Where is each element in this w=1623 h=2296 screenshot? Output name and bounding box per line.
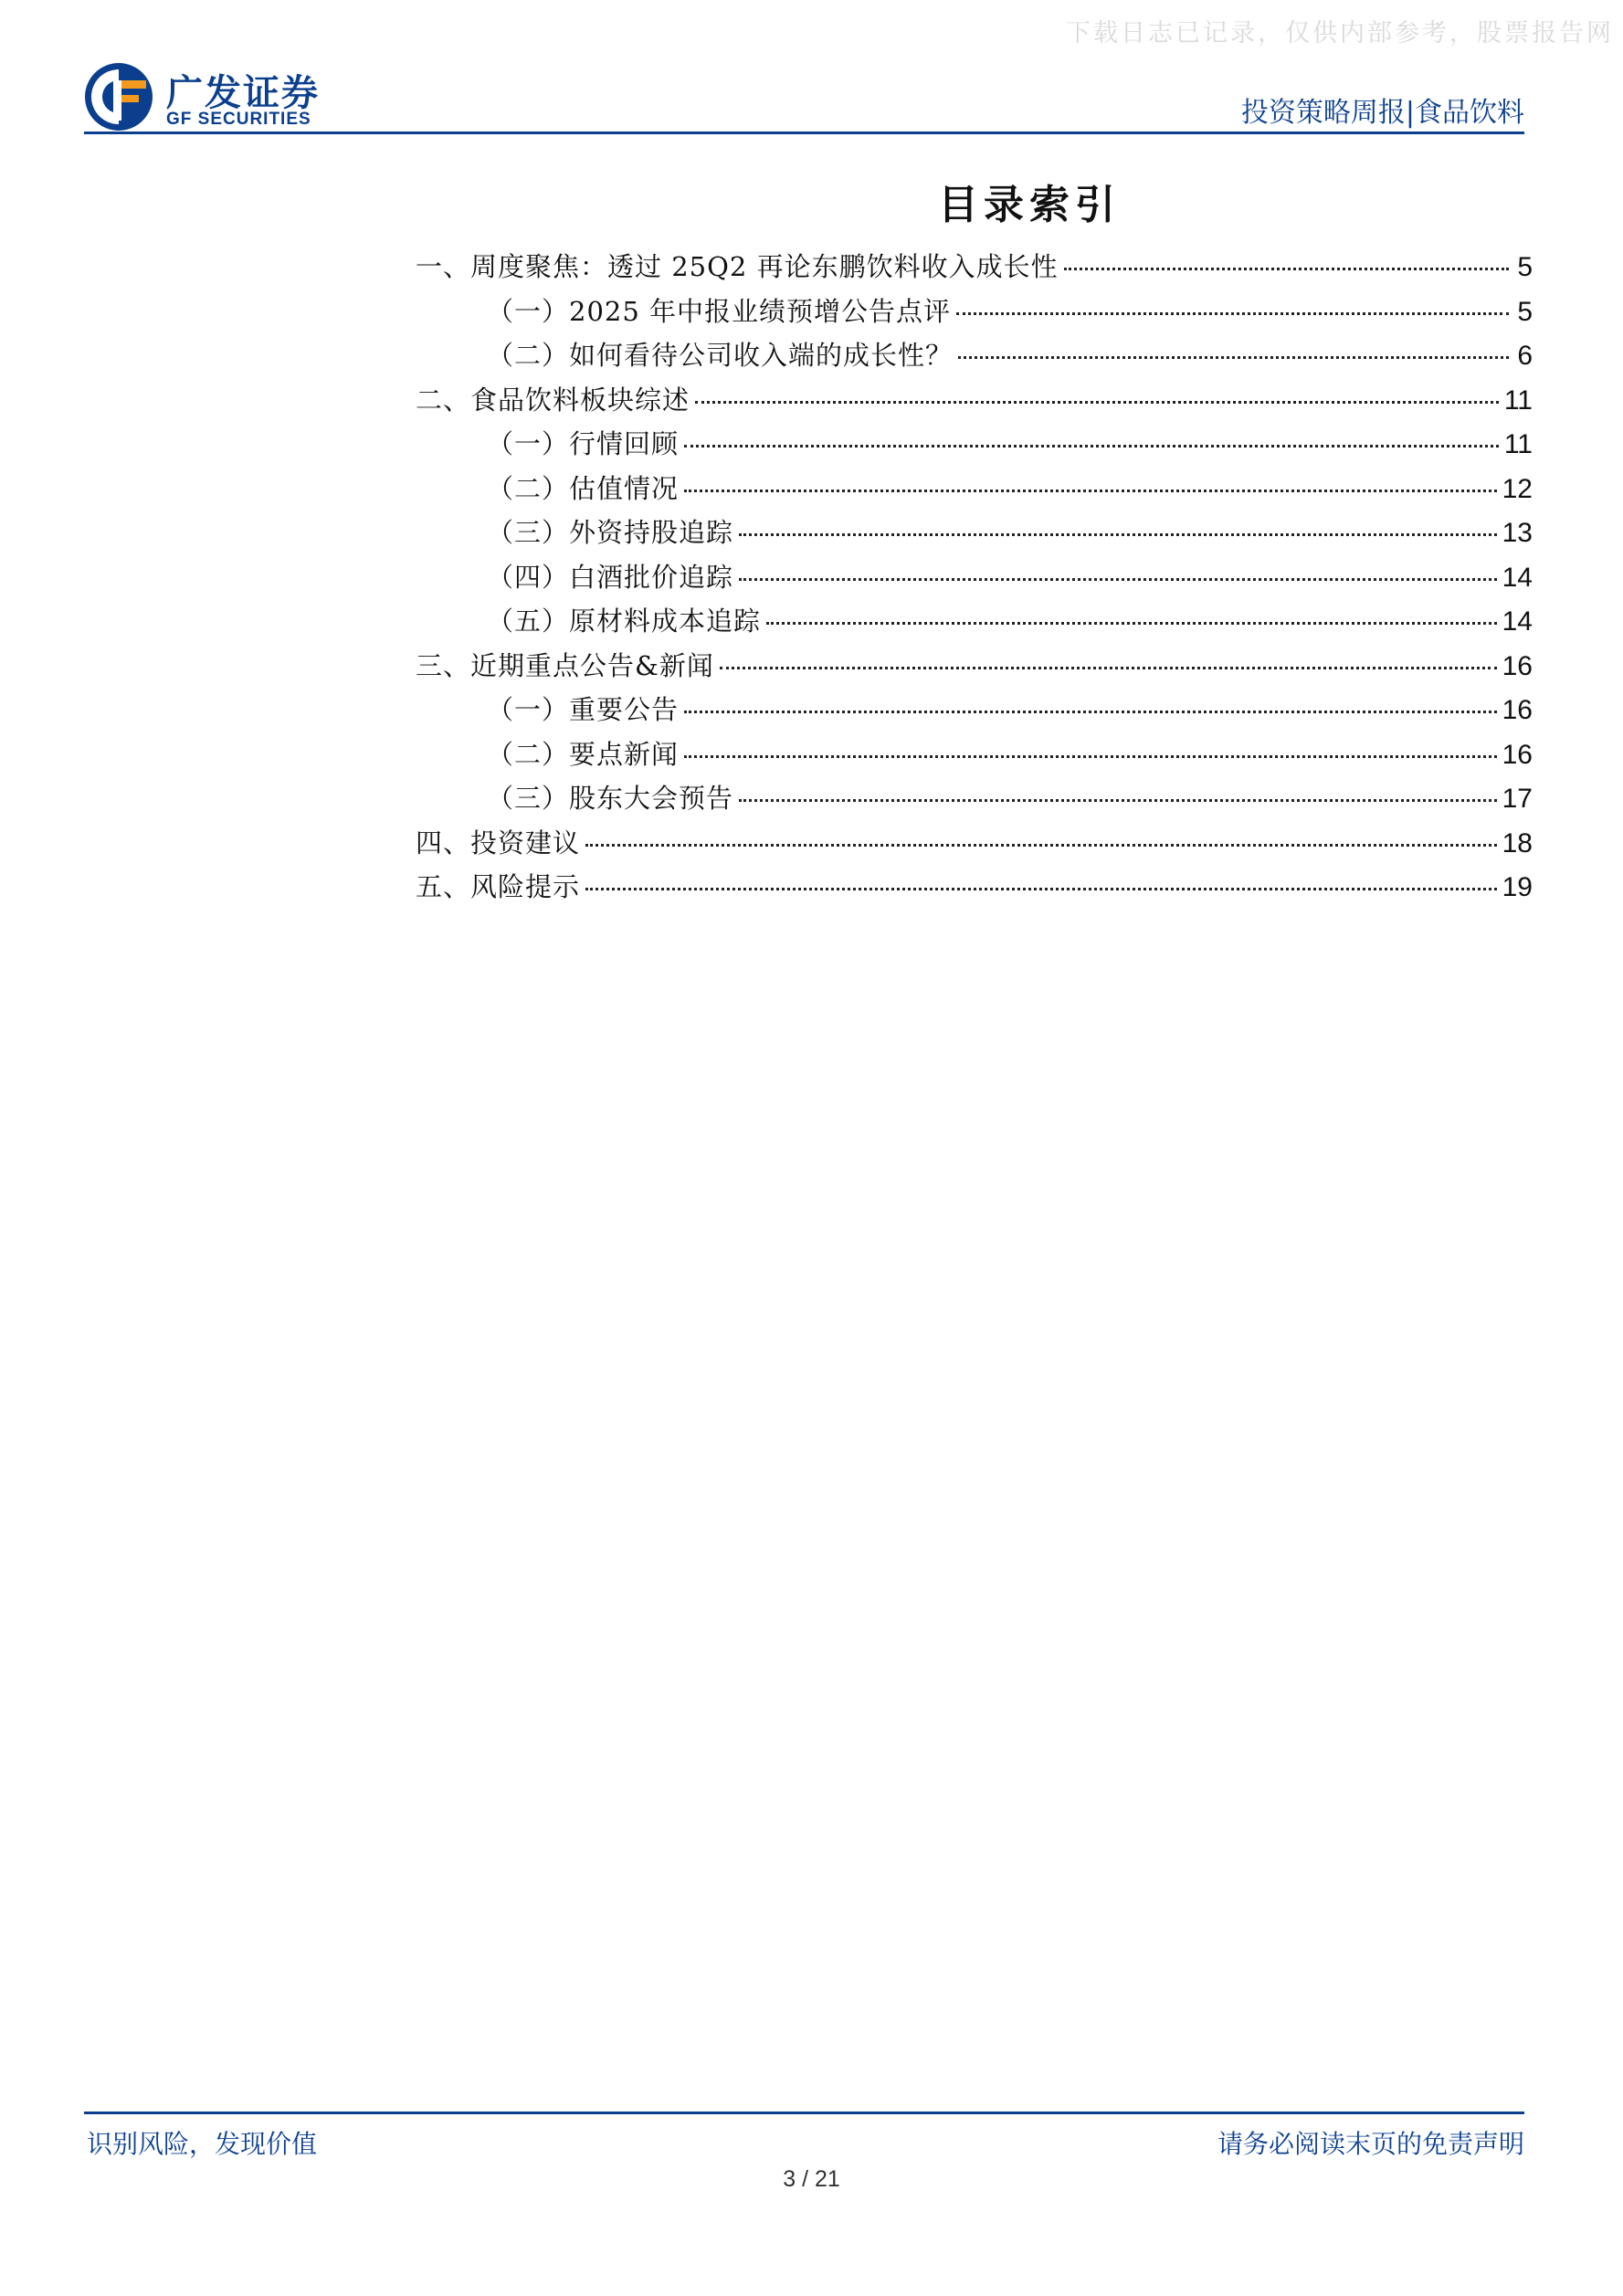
toc-dot-leader [585,888,1497,890]
toc-entry-page: 17 [1502,784,1533,814]
toc-entry-page: 14 [1502,562,1533,593]
toc-entry-text: （一）重要公告 [487,694,680,725]
toc-entry-page: 5 [1517,252,1533,282]
toc-entry-page: 14 [1502,606,1533,637]
toc-entry-text: 三、近期重点公告&新闻 [416,649,714,681]
toc-dot-leader [739,578,1497,581]
toc-entry-text: （四）白酒批价追踪 [487,561,734,593]
toc-entry-text: （二）如何看待公司收入端的成长性？ [487,340,954,371]
gf-logo-icon [82,60,155,133]
toc-entry-text: 五、风险提示 [416,871,581,902]
toc-dot-leader [739,533,1497,536]
toc-entry[interactable] [416,512,1533,557]
toc-entry[interactable] [416,291,1533,336]
toc-entry-text: 四、投资建议 [416,827,581,858]
header-divider [84,132,1524,134]
toc-entry-text: （三）外资持股追踪 [487,517,734,548]
toc-dot-leader [958,356,1509,359]
toc-dot-leader [684,711,1497,713]
toc-entry-page: 6 [1517,341,1533,371]
toc-entry-page: 18 [1502,827,1533,858]
toc-entry-page: 16 [1502,695,1533,725]
toc-dot-leader [1064,268,1509,270]
toc-entry-text: （二）要点新闻 [487,738,680,770]
logo-chinese-name: 广发证券 [166,72,320,114]
toc-dot-leader [585,844,1497,847]
toc-entry[interactable] [416,424,1533,469]
toc-entry-text: （三）股东大会预告 [487,783,734,814]
toc-dot-leader [684,490,1497,492]
toc-entry[interactable] [416,690,1533,734]
toc-entry[interactable] [416,380,1533,425]
toc-entry[interactable] [416,867,1533,911]
toc-entry[interactable] [416,601,1533,646]
toc-entry[interactable] [416,778,1533,823]
toc-dot-leader [684,755,1497,758]
toc-entry[interactable] [416,247,1533,291]
toc-entry-page: 13 [1502,518,1533,548]
toc-dot-leader [720,667,1497,669]
toc-entry-text: 一、周度聚焦：透过 25Q2 再论东鹏饮料收入成长性 [416,251,1059,282]
toc-entry-page: 11 [1503,429,1533,459]
toc-entry-text: （二）估值情况 [487,472,680,504]
logo-english-name: GF SECURITIES [166,110,311,129]
toc-entry[interactable] [416,734,1533,779]
footer-slogan: 识别风险，发现价值 [87,2129,318,2159]
toc-entry-page: 16 [1502,739,1533,770]
footer-disclaimer-note: 请务必阅读末页的免责声明 [1217,2129,1524,2159]
toc-dot-leader [684,445,1499,448]
footer-divider [84,2112,1524,2114]
toc-title: 目录索引 [938,182,1121,228]
toc-entry-page: 19 [1502,872,1533,902]
toc-entry-page: 5 [1517,296,1533,327]
toc-entry-page: 16 [1502,650,1533,681]
gf-securities-logo [82,60,356,135]
toc-entry-text: （五）原材料成本追踪 [487,606,762,637]
toc-entry[interactable] [416,335,1533,380]
page-indicator: 3 / 21 [783,2166,840,2192]
toc-dot-leader [956,312,1509,315]
toc-entry-text: （一）行情回顾 [487,428,680,459]
toc-entry-text: 二、食品饮料板块综述 [416,384,690,416]
toc-entry[interactable] [416,469,1533,513]
toc-dot-leader [766,622,1497,625]
toc-dot-leader [695,401,1499,404]
toc-entry[interactable] [416,557,1533,602]
report-category: 投资策略周报|食品饮料 [1240,97,1524,129]
toc-entry[interactable] [416,823,1533,868]
watermark-text: 下载日志已记录，仅供内部参考，股票报告网 [1066,19,1614,47]
toc-entry-page: 11 [1503,384,1533,416]
toc-entry-text: （一）2025 年中报业绩预增公告点评 [487,295,952,327]
toc-entry[interactable] [416,646,1533,690]
toc-dot-leader [739,799,1497,802]
toc-entry-page: 12 [1502,473,1533,504]
table-of-contents [416,247,1533,911]
